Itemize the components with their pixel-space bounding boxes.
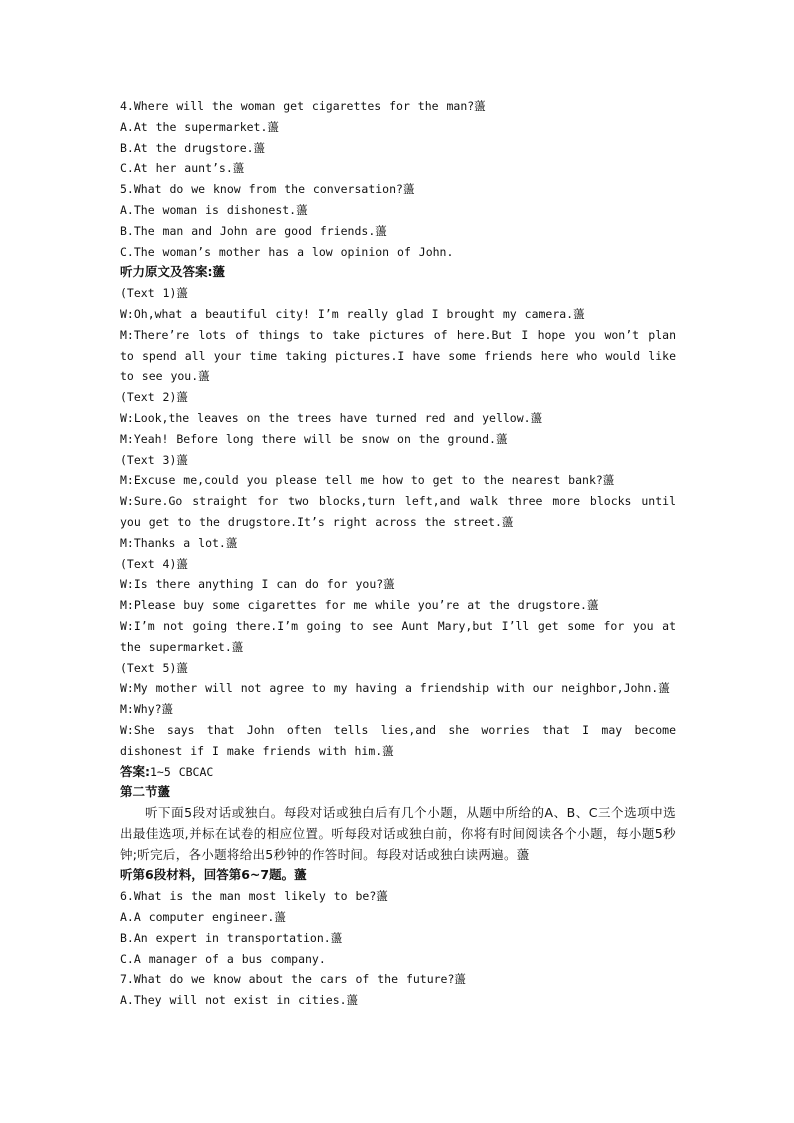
text-2-label: (Text 2)蘯 <box>120 390 188 405</box>
section-2-title: 第二节蘯 <box>120 784 171 800</box>
option-5a: A.The woman is dishonest.蘯 <box>120 202 308 217</box>
option-4c: C.At her aunt’s.蘯 <box>120 161 245 176</box>
answer-value: 1~5 CBCAC <box>150 764 214 779</box>
text-1-woman: W:Oh,what a beautiful city! I’m really glad I brought my camera.蘯 <box>120 306 585 321</box>
answer-label: 答案: <box>120 763 150 779</box>
text-5-man: M:Why?蘯 <box>120 702 174 717</box>
answer-line <box>120 762 676 783</box>
option-5b: B.The man and John are good friends.蘯 <box>120 223 387 238</box>
text-4-woman-1: W:Is there anything I can do for you?蘯 <box>120 577 395 592</box>
text-3-man-1: M:Excuse me,could you please tell me how to get to the nearest bank?蘯 <box>120 473 615 488</box>
text-1-man: M:There’re lots of things to take pictures of here.But I hope you won’t plan to spend all your time taking pictures.I have some friends here who would like to see you.蘯 <box>120 327 684 384</box>
question-7: 7.What do we know about the cars of the future?蘯 <box>120 972 466 987</box>
option-4a: A.At the supermarket.蘯 <box>120 119 279 134</box>
option-5c: C.The woman’s mother has a low opinion of John. <box>120 244 454 259</box>
text-4-label: (Text 4)蘯 <box>120 556 188 571</box>
text-3-man-2: M:Thanks a lot.蘯 <box>120 535 238 550</box>
transcript-heading: 听力原文及答案:蘯 <box>120 264 225 280</box>
text-2-woman: W:Look,the leaves on the trees have turned red and yellow.蘯 <box>120 410 543 425</box>
section-2-instructions: 听下面5段对话或独白。每段对话或独白后有几个小题，从题中所给的A、B、C三个选项中选出最佳选项,并标在试卷的相应位置。听每段对话或独白前，你将有时间阅读各个小题，每小题5秒钟;听完后，各小题将给出5秒钟的作答时间。每段对话或独白读两遍。蘯 <box>120 805 676 862</box>
question-5: 5.What do we know from the conversation?蘯 <box>120 182 415 197</box>
question-4: 4.Where will the woman get cigarettes for the man?蘯 <box>120 99 486 113</box>
text-5-label: (Text 5)蘯 <box>120 660 188 675</box>
document-page <box>120 96 684 1011</box>
option-6c: C.A manager of a bus company. <box>120 951 326 966</box>
text-3-woman: W:Sure.Go straight for two blocks,turn left,and walk three more blocks until you get to the drugstore.It’s right across the street.蘯 <box>120 494 684 529</box>
text-3-label: (Text 3)蘯 <box>120 452 188 467</box>
text-5-woman-2: W:She says that John often tells lies,and she worries that I may become dishonest if I make friends with him.蘯 <box>120 722 684 758</box>
material-prompt: 听第6段材料，回答第6~7题。蘯 <box>120 867 307 883</box>
option-4b: B.At the drugstore.蘯 <box>120 140 266 155</box>
question-6: 6.What is the man most likely to be?蘯 <box>120 889 388 904</box>
text-5-woman-1: W:My mother will not agree to my having a friendship with our neighbor,John.蘯 <box>120 681 670 696</box>
text-1-label: (Text 1)蘯 <box>120 286 188 301</box>
text-2-man: M:Yeah! Before long there will be snow on the ground.蘯 <box>120 431 508 446</box>
text-4-woman-2: W:I’m not going there.I’m going to see Aunt Mary,but I’ll get some for you at the supermarket.蘯 <box>120 618 684 654</box>
option-6a: A.A computer engineer.蘯 <box>120 910 286 925</box>
option-6b: B.An expert in transportation.蘯 <box>120 930 343 945</box>
option-7a: A.They will not exist in cities.蘯 <box>120 993 359 1008</box>
text-4-man: M:Please buy some cigarettes for me while you’re at the drugstore.蘯 <box>120 598 599 613</box>
